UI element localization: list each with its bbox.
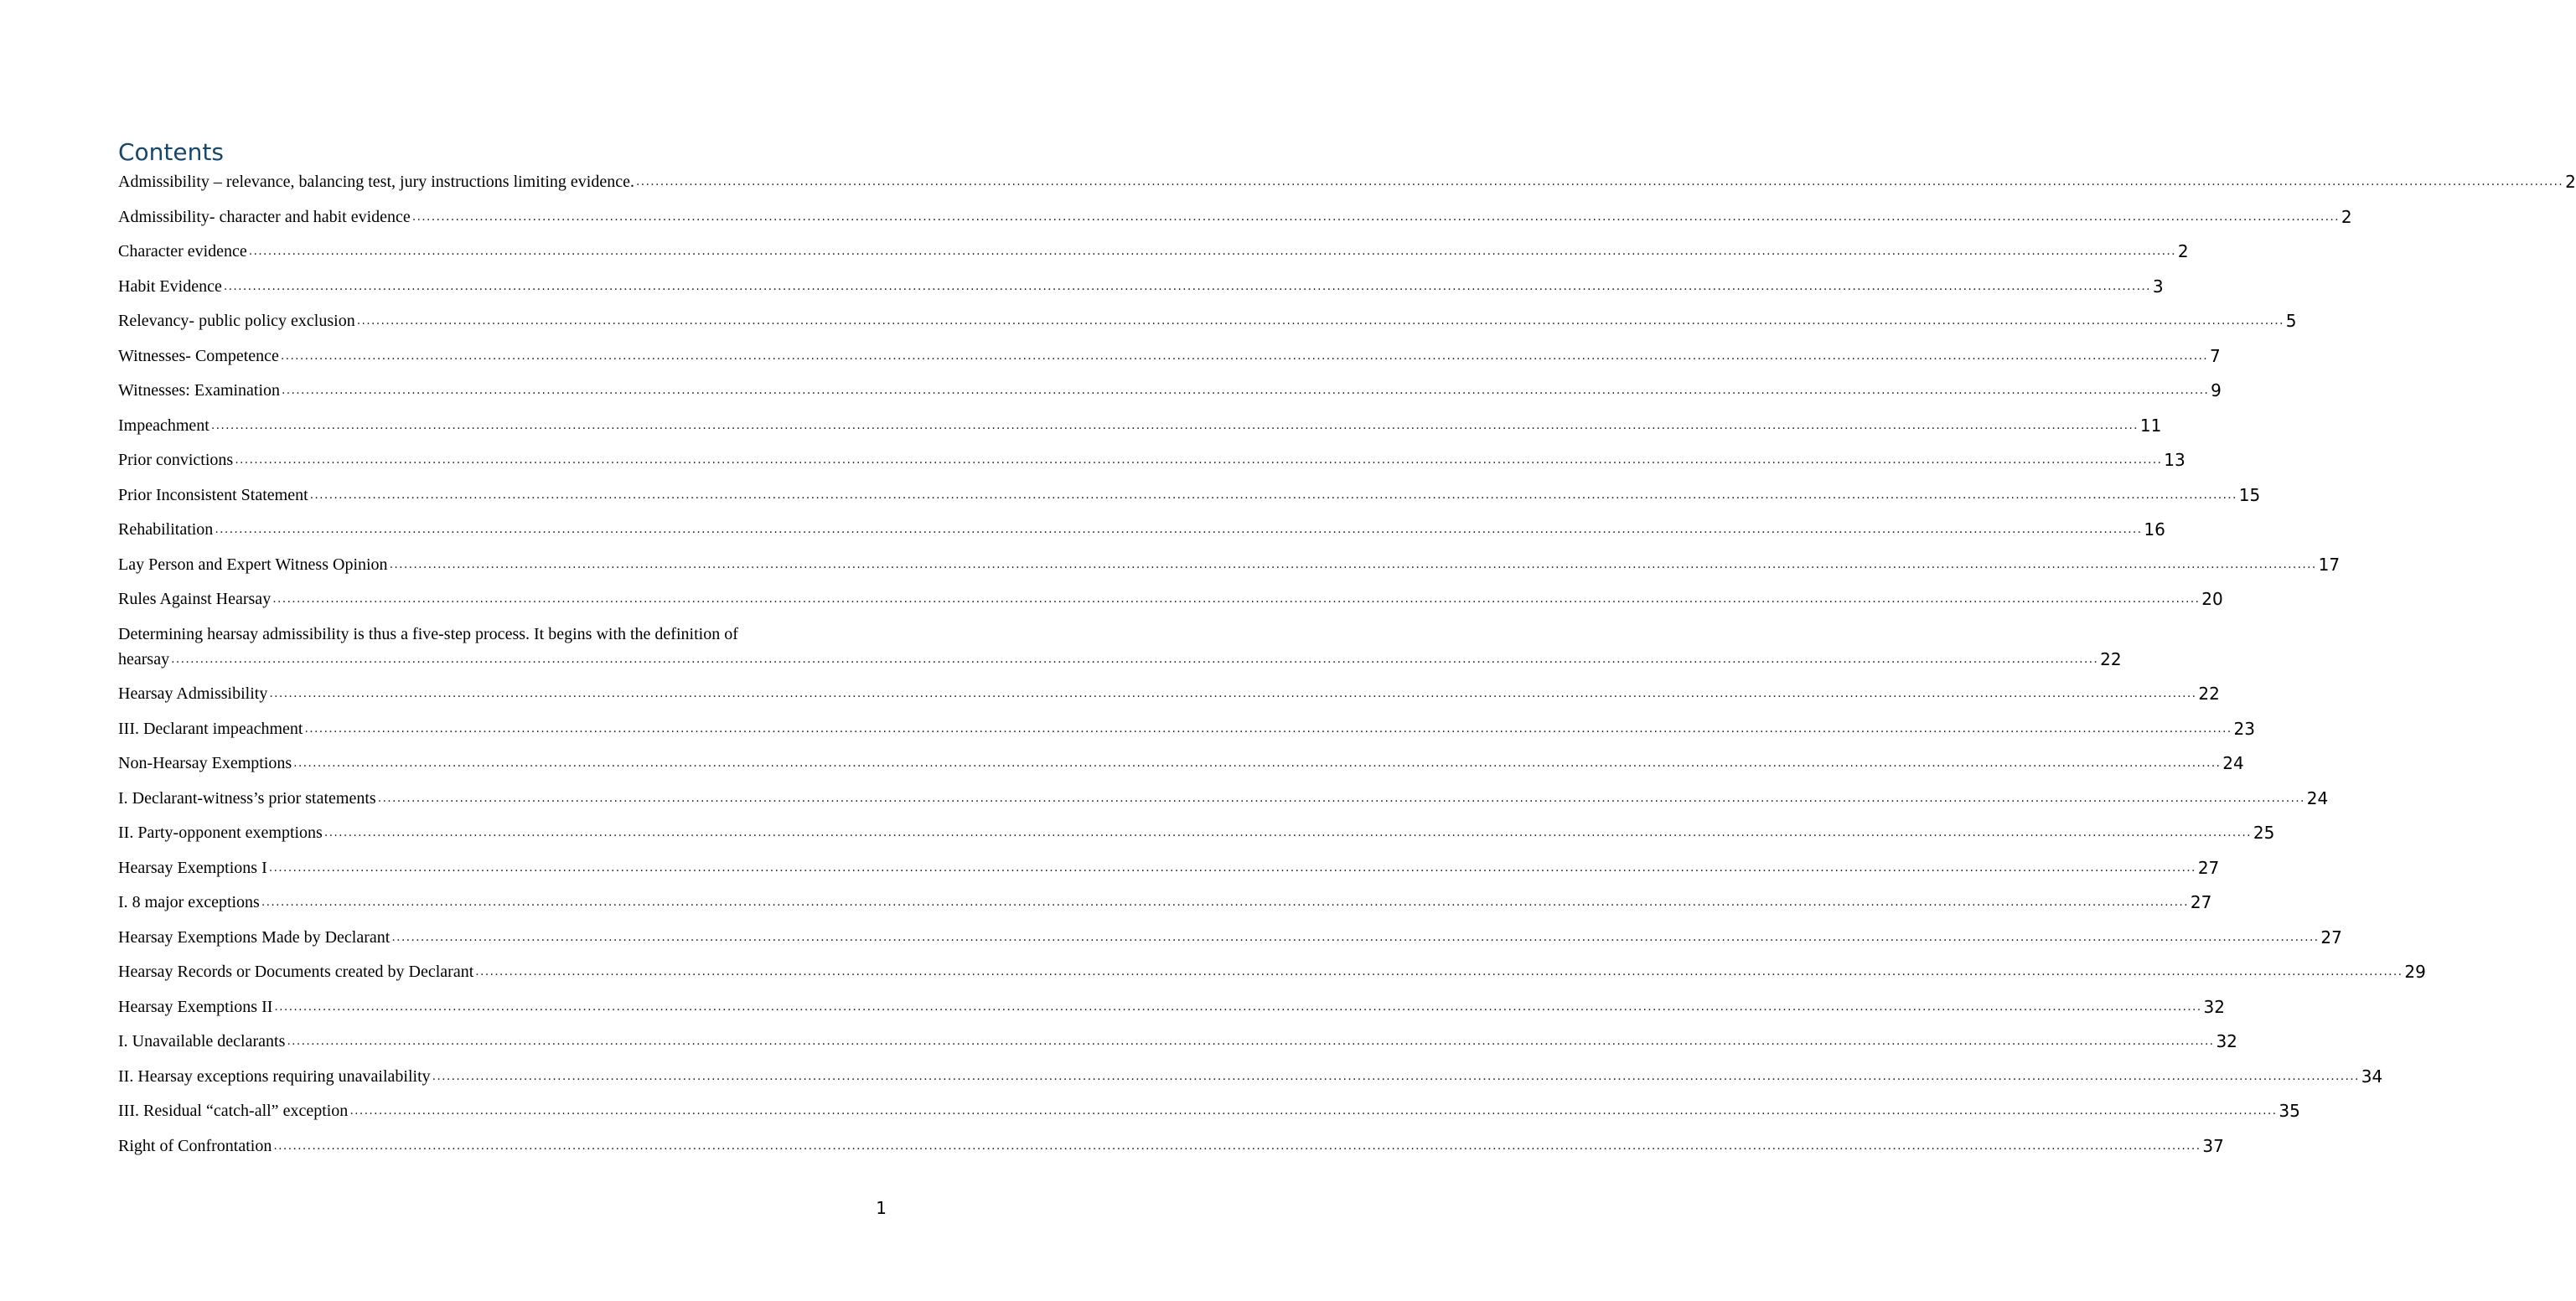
toc-entry-page: 29 (2404, 962, 2426, 982)
dot-leader: ................................................................................................................................................................................................................................................................................................................................................................................................................ (171, 652, 2099, 666)
dot-leader: ................................................................................................................................................................................................................................................................................................................................................................................................................ (475, 965, 2403, 978)
dot-leader: ................................................................................................................................................................................................................................................................................................................................................................................................................ (635, 175, 2564, 188)
dot-leader: ................................................................................................................................................................................................................................................................................................................................................................................................................ (280, 348, 2208, 363)
dot-leader: ................................................................................................................................................................................................................................................................................................................................................................................................................ (235, 453, 2163, 467)
toc-entry-label: Admissibility – relevance, balancing test, jury instructions limiting evidence. (118, 169, 636, 194)
dot-leader: ................................................................................................................................................................................................................................................................................................................................................................................................................ (269, 687, 2197, 700)
toc-entry-label: I. Declarant-witness’s prior statements (118, 786, 378, 811)
toc-entry[interactable] (118, 751, 2244, 776)
toc-entry-page: 37 (2202, 1135, 2224, 1156)
toc-entry-label: Hearsay Admissibility (118, 681, 269, 706)
toc-entry-label: I. 8 major exceptions (118, 890, 261, 915)
toc-entry-page: 17 (2318, 554, 2341, 575)
toc-entry[interactable] (118, 517, 2165, 542)
dot-leader: ................................................................................................................................................................................................................................................................................................................................................................................................................ (389, 557, 2317, 571)
toc-entry-page: 35 (2279, 1101, 2300, 1121)
toc-entry-page: 2 (2565, 172, 2576, 192)
dot-leader: ................................................................................................................................................................................................................................................................................................................................................................................................................ (223, 279, 2151, 293)
toc-entry-label: II. Party-opponent exemptions (118, 820, 324, 845)
toc-entry-label-continued: hearsay (118, 647, 171, 672)
toc-entry[interactable] (118, 1098, 2300, 1123)
toc-entry[interactable] (118, 959, 2426, 984)
dot-leader: ................................................................................................................................................................................................................................................................................................................................................................................................................ (268, 860, 2196, 875)
toc-entry-page: 24 (2222, 753, 2244, 773)
toc-entry-label: Impeachment (118, 413, 211, 438)
toc-entry[interactable] (118, 274, 2164, 299)
toc-entry-page: 3 (2152, 276, 2164, 297)
toc-entry-label: Lay Person and Expert Witness Opinion (118, 552, 390, 577)
dot-leader: ................................................................................................................................................................................................................................................................................................................................................................................................................ (282, 384, 2210, 397)
toc-entry[interactable] (118, 925, 2342, 950)
toc-entry-page: 15 (2238, 484, 2261, 505)
dot-leader: ................................................................................................................................................................................................................................................................................................................................................................................................................ (391, 930, 2320, 944)
dot-leader: ................................................................................................................................................................................................................................................................................................................................................................................................................ (248, 245, 2176, 258)
toc-entry-label: III. Declarant impeachment (118, 716, 304, 741)
toc-entry[interactable] (118, 204, 2352, 230)
toc-entry[interactable] (118, 681, 2220, 706)
toc-entry-page: 16 (2144, 519, 2165, 540)
toc-entry-page: 11 (2139, 415, 2162, 436)
toc-entry-line2 (118, 647, 2122, 672)
toc-entry[interactable] (118, 1133, 2224, 1159)
toc-entry-page: 20 (2201, 589, 2223, 609)
dot-leader: ................................................................................................................................................................................................................................................................................................................................................................................................................ (432, 1069, 2360, 1083)
toc-entry-label: Non-Hearsay Exemptions (118, 751, 293, 776)
toc-entry[interactable] (118, 586, 2223, 612)
toc-entry-page: 5 (2285, 311, 2297, 331)
toc-entry[interactable] (118, 447, 2185, 472)
toc-entry[interactable] (118, 786, 2329, 811)
toc-entry-label: Hearsay Exemptions II (118, 994, 274, 1020)
dot-leader: ................................................................................................................................................................................................................................................................................................................................................................................................................ (210, 418, 2139, 432)
toc-entry[interactable] (118, 378, 2222, 403)
dot-leader: ................................................................................................................................................................................................................................................................................................................................................................................................................ (411, 209, 2340, 224)
toc-entry[interactable] (118, 716, 2255, 741)
toc-heading: Contents (118, 138, 224, 166)
toc-entry[interactable] (118, 239, 2189, 264)
toc-entry-page: 32 (2216, 1031, 2237, 1051)
toc-entry-label: Right of Confrontation (118, 1133, 273, 1159)
toc-entry-label: Character evidence (118, 239, 249, 264)
toc-entry-label: I. Unavailable declarants (118, 1029, 287, 1054)
toc-entry-label: Witnesses: Examination (118, 378, 282, 403)
toc-entry-page: 32 (2203, 996, 2225, 1017)
toc-entry[interactable] (118, 855, 2220, 880)
toc-entry[interactable] (118, 1029, 2237, 1054)
page-number: 1 (876, 1198, 887, 1218)
toc-entry-page: 34 (2361, 1066, 2383, 1087)
toc-entry-page: 13 (2164, 450, 2185, 470)
dot-leader: ................................................................................................................................................................................................................................................................................................................................................................................................................ (273, 1138, 2201, 1153)
dot-leader: ................................................................................................................................................................................................................................................................................................................................................................................................................ (349, 1104, 2278, 1118)
dot-leader: ................................................................................................................................................................................................................................................................................................................................................................................................................ (215, 523, 2143, 536)
toc-entry[interactable] (118, 483, 2261, 508)
toc-entry-page: 2 (2177, 241, 2189, 261)
dot-leader: ................................................................................................................................................................................................................................................................................................................................................................................................................ (287, 1035, 2215, 1048)
toc-entry-page: 27 (2190, 892, 2212, 912)
toc-entry-label: Hearsay Records or Documents created by Declarant (118, 959, 475, 984)
toc-entry-label: Determining hearsay admissibility is thus a five-step process. It begins with the definition of (118, 624, 738, 643)
toc-entry-page: 25 (2253, 823, 2275, 843)
toc-entry-label: Witnesses- Competence (118, 343, 281, 369)
toc-entry-page: 22 (2198, 684, 2220, 704)
dot-leader: ................................................................................................................................................................................................................................................................................................................................................................................................................ (274, 999, 2202, 1014)
dot-leader: ................................................................................................................................................................................................................................................................................................................................................................................................................ (377, 791, 2305, 805)
dot-leader: ................................................................................................................................................................................................................................................................................................................................................................................................................ (293, 756, 2222, 770)
toc-entry-label: Rehabilitation (118, 517, 215, 542)
toc-entry-label: Prior convictions (118, 447, 235, 472)
toc-entry[interactable] (118, 552, 2341, 577)
toc-entry[interactable] (118, 169, 2576, 194)
toc-entry[interactable] (118, 308, 2297, 333)
dot-leader: ................................................................................................................................................................................................................................................................................................................................................................................................................ (272, 592, 2201, 606)
toc-entry-label: Rules Against Hearsay (118, 586, 272, 612)
toc-entry[interactable] (118, 820, 2275, 845)
toc-entry[interactable] (118, 890, 2212, 915)
toc-entry-page: 27 (2320, 927, 2342, 947)
toc-entry-page: 2 (2341, 206, 2352, 227)
toc-entry-label: Hearsay Exemptions Made by Declarant (118, 925, 391, 950)
toc-entry-page: 9 (2211, 380, 2222, 400)
dot-leader: ................................................................................................................................................................................................................................................................................................................................................................................................................ (309, 488, 2237, 502)
dot-leader: ................................................................................................................................................................................................................................................................................................................................................................................................................ (356, 314, 2284, 328)
dot-leader: ................................................................................................................................................................................................................................................................................................................................................................................................................ (261, 896, 2189, 909)
toc-entry-label: Habit Evidence (118, 274, 224, 299)
toc-entry-page: 24 (2306, 787, 2329, 808)
toc-entry-label: III. Residual “catch-all” exception (118, 1098, 349, 1123)
toc-entry-page: 27 (2197, 857, 2220, 878)
toc-entry-label: Relevancy- public policy exclusion (118, 308, 357, 333)
toc-entry[interactable] (118, 1064, 2383, 1089)
toc-entry-page: 23 (2233, 718, 2255, 739)
toc-entry-label: Admissibility- character and habit evidence (118, 204, 412, 230)
toc-entry-label: Prior Inconsistent Statement (118, 483, 310, 508)
toc-entry[interactable] (118, 994, 2225, 1020)
toc-entry-label: Hearsay Exemptions I (118, 855, 269, 880)
toc-entry[interactable] (118, 413, 2162, 438)
toc-entry-label: II. Hearsay exceptions requiring unavailability (118, 1064, 432, 1089)
toc-entry[interactable] (118, 343, 2221, 369)
toc-entry[interactable] (118, 622, 2122, 672)
dot-leader: ................................................................................................................................................................................................................................................................................................................................................................................................................ (304, 721, 2232, 736)
dot-leader: ................................................................................................................................................................................................................................................................................................................................................................................................................ (323, 826, 2252, 839)
toc-entry-page: 7 (2210, 345, 2221, 366)
toc-entry-page: 22 (2100, 648, 2122, 669)
toc-list (118, 169, 2576, 1159)
document-page (118, 136, 2576, 1168)
